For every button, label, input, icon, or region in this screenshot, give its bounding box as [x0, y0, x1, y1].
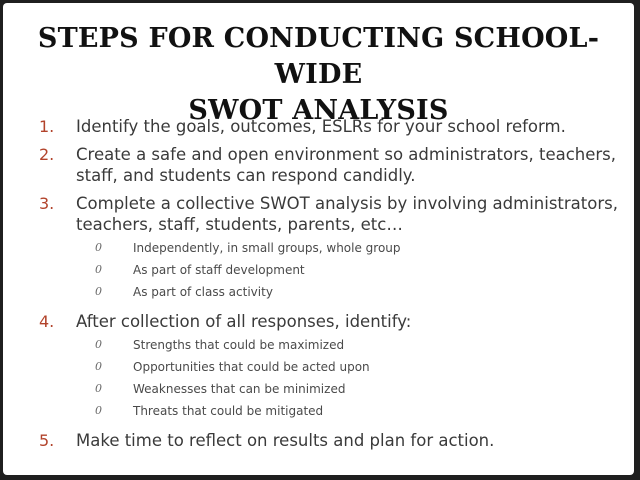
step-item-3 — [39, 193, 629, 304]
bullet-marker: 0 — [95, 263, 102, 276]
bullet-marker: 0 — [95, 382, 102, 395]
sub-item — [39, 357, 629, 379]
sub-item — [39, 379, 629, 401]
bullet-marker: 0 — [95, 285, 102, 298]
slide — [3, 3, 634, 475]
sub-item-text: Strengths that could be maximized — [133, 338, 345, 352]
sub-item-text: Weaknesses that can be minimized — [133, 382, 346, 396]
step-text: Create a safe and open environment so administrators, teachers, staff, and students can respond candidly. — [76, 145, 617, 185]
sub-item-text: Threats that could be mitigated — [133, 404, 324, 418]
sub-item — [39, 238, 629, 260]
step-number: 1. — [39, 117, 55, 136]
step-number: 3. — [39, 194, 55, 213]
bullet-marker: 0 — [95, 404, 102, 417]
step-number: 2. — [39, 145, 55, 164]
sub-item-text: Independently, in small groups, whole group — [133, 241, 401, 255]
sub-item-text: As part of staff development — [133, 263, 305, 277]
slide-title — [3, 21, 634, 129]
step-number: 5. — [39, 431, 55, 450]
sub-item — [39, 335, 629, 357]
title-line-2: SWOT ANALYSIS — [188, 95, 449, 126]
sub-list — [39, 335, 629, 423]
step-text: Complete a collective SWOT analysis by involving administrators, teachers, staff, students, parents, etc… — [76, 194, 618, 234]
steps-list — [39, 116, 629, 451]
sub-item — [39, 260, 629, 282]
sub-item — [39, 282, 629, 304]
sub-item-text: Opportunities that could be acted upon — [133, 360, 370, 374]
bullet-marker: 0 — [95, 360, 102, 373]
title-line-1: STEPS FOR CONDUCTING SCHOOL-WIDE — [37, 23, 600, 90]
bullet-marker: 0 — [95, 241, 102, 254]
step-item-5 — [39, 430, 629, 451]
bullet-marker: 0 — [95, 338, 102, 351]
sub-item — [39, 401, 629, 423]
step-item-1 — [39, 116, 629, 137]
sub-list — [39, 238, 629, 304]
step-text: After collection of all responses, identify: — [76, 312, 412, 331]
step-item-4 — [39, 311, 629, 423]
step-number: 4. — [39, 312, 55, 331]
step-text: Make time to reflect on results and plan for action. — [76, 431, 495, 450]
step-text: Identify the goals, outcomes, ESLRs for your school reform. — [76, 117, 566, 136]
step-item-2 — [39, 144, 629, 186]
sub-item-text: As part of class activity — [133, 285, 273, 299]
